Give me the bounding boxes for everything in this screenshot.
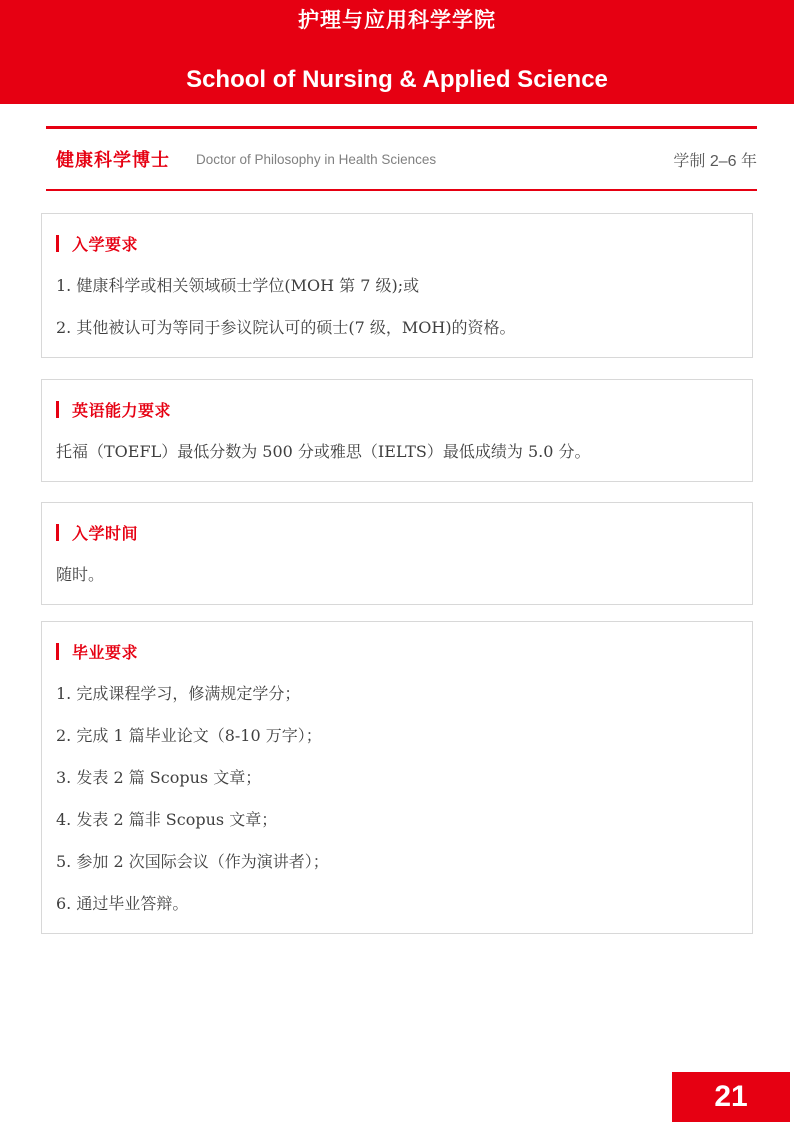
requirement-item: 2. 其他被认可为等同于参议院认可的硕士(7 级，MOH)的资格。 (56, 318, 516, 337)
section-enrollment-time (41, 502, 753, 605)
red-bar-icon (56, 401, 59, 418)
program-name-en: Doctor of Philosophy in Health Sciences (196, 151, 437, 167)
red-bar-icon (56, 643, 59, 660)
program-name-zh: 健康科学博士 (56, 150, 170, 170)
requirement-item: 5. 参加 2 次国际会议（作为演讲者）； (56, 852, 329, 871)
red-bar-icon (56, 524, 59, 541)
school-name-zh: 护理与应用科学学院 (298, 9, 496, 32)
section-admission-requirements (41, 213, 753, 358)
requirement-item: 托福（TOEFL）最低分数为 500 分或雅思（IELTS）最低成绩为 5.0 分。 (56, 442, 591, 461)
program-duration: 学制 2–6 年 (673, 152, 757, 170)
requirement-item: 2. 完成 1 篇毕业论文（8-10 万字）； (56, 726, 322, 745)
school-name-en: School of Nursing & Applied Science (186, 66, 608, 93)
section-title: 英语能力要求 (72, 403, 172, 420)
requirement-item: 1. 完成课程学习，修满规定学分； (56, 684, 301, 703)
section-title: 入学要求 (72, 237, 139, 254)
requirement-item: 6. 通过毕业答辩。 (56, 894, 189, 913)
requirement-item: 4. 发表 2 篇非 Scopus 文章； (56, 810, 278, 829)
page-number: 21 (714, 1080, 748, 1113)
requirement-item: 3. 发表 2 篇 Scopus 文章； (56, 768, 262, 787)
program-header-row (56, 129, 757, 189)
requirement-item: 随时。 (56, 565, 105, 584)
section-title: 毕业要求 (72, 645, 139, 662)
school-header-banner (0, 0, 794, 104)
section-title-row (56, 399, 734, 420)
requirement-item: 1. 健康科学或相关领域硕士学位(MOH 第 7 级);或 (56, 276, 420, 295)
section-title: 入学时间 (72, 526, 139, 543)
section-english-requirements (41, 379, 753, 482)
section-title-row (56, 233, 734, 254)
section-graduation-requirements (41, 621, 753, 934)
section-title-row (56, 641, 734, 662)
page-number-badge (672, 1072, 790, 1122)
section-title-row (56, 522, 734, 543)
program-divider-bottom (46, 189, 757, 191)
red-bar-icon (56, 235, 59, 252)
